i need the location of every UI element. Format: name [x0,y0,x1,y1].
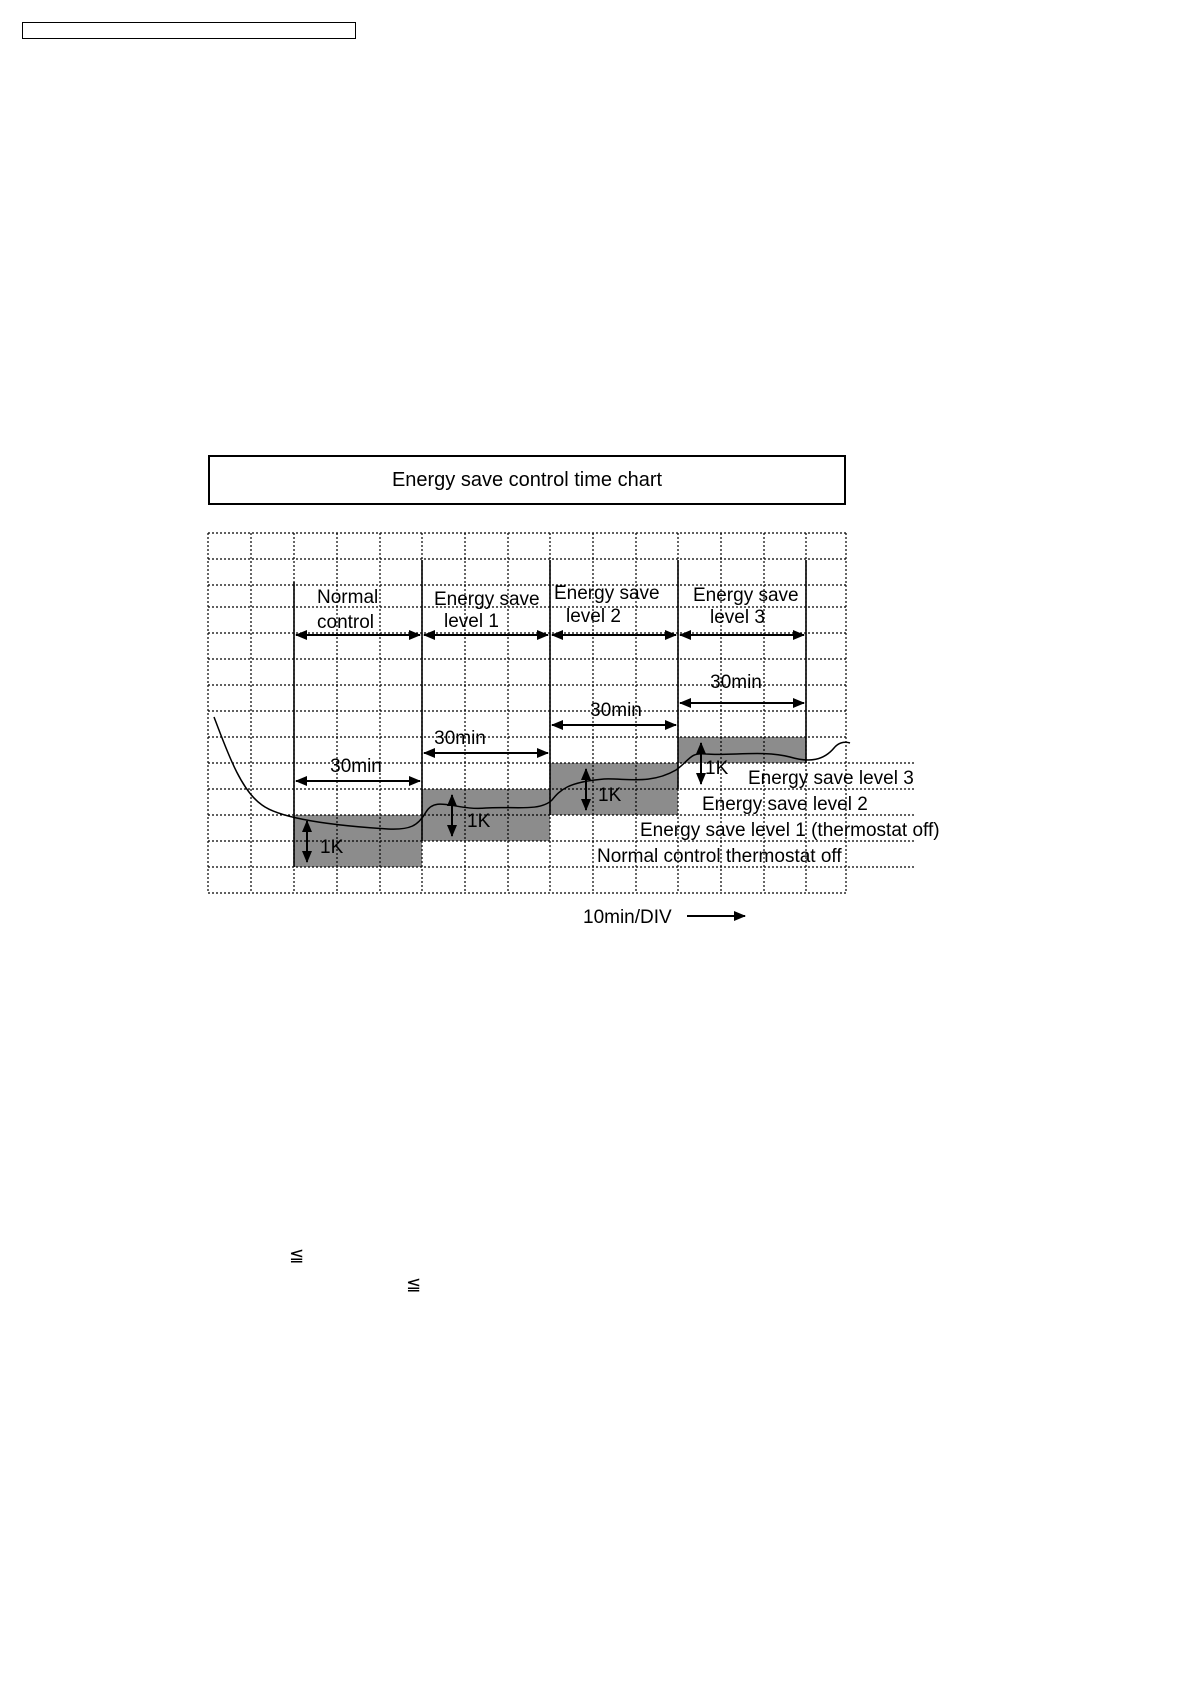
phase-label-level3-line2: level 3 [710,607,765,628]
duration-label-level2: 30min [590,700,642,721]
step-label-level3: 1K [705,758,729,779]
step-label-level2: 1K [598,785,622,806]
duration-label-level1: 30min [434,728,486,749]
step-label-level1: 1K [467,811,491,832]
duration-label-normal: 30min [330,756,382,777]
duration-label-level3: 30min [710,672,762,693]
chart-title: Energy save control time chart [391,468,663,491]
step-label-normal: 1K [320,837,344,858]
phase-label-level1-line1: Energy save [434,589,540,610]
phase-label-level3-line1: Energy save [693,585,799,606]
less-or-equal-symbol-1: ≦ [289,1245,305,1266]
level-label-energy-save-3: Energy save level 3 [748,768,914,789]
time-scale-label: 10min/DIV [583,907,672,928]
phase-label-normal-line1: Normal [317,587,379,608]
level-label-energy-save-1: Energy save level 1 (thermostat off) [640,820,940,841]
phase-label-level2-line2: level 2 [566,606,621,627]
phase-label-level2-line1: Energy save [554,583,660,604]
less-or-equal-symbol-2: ≦ [406,1274,422,1295]
band-energy-save-level-3 [678,737,806,763]
level-label-energy-save-2: Energy save level 2 [702,794,868,815]
phase-label-level1-line2: level 1 [444,611,499,632]
level-label-normal-thermostat-off: Normal control thermostat off [597,846,842,867]
phase-label-normal-line2: control [317,612,375,633]
